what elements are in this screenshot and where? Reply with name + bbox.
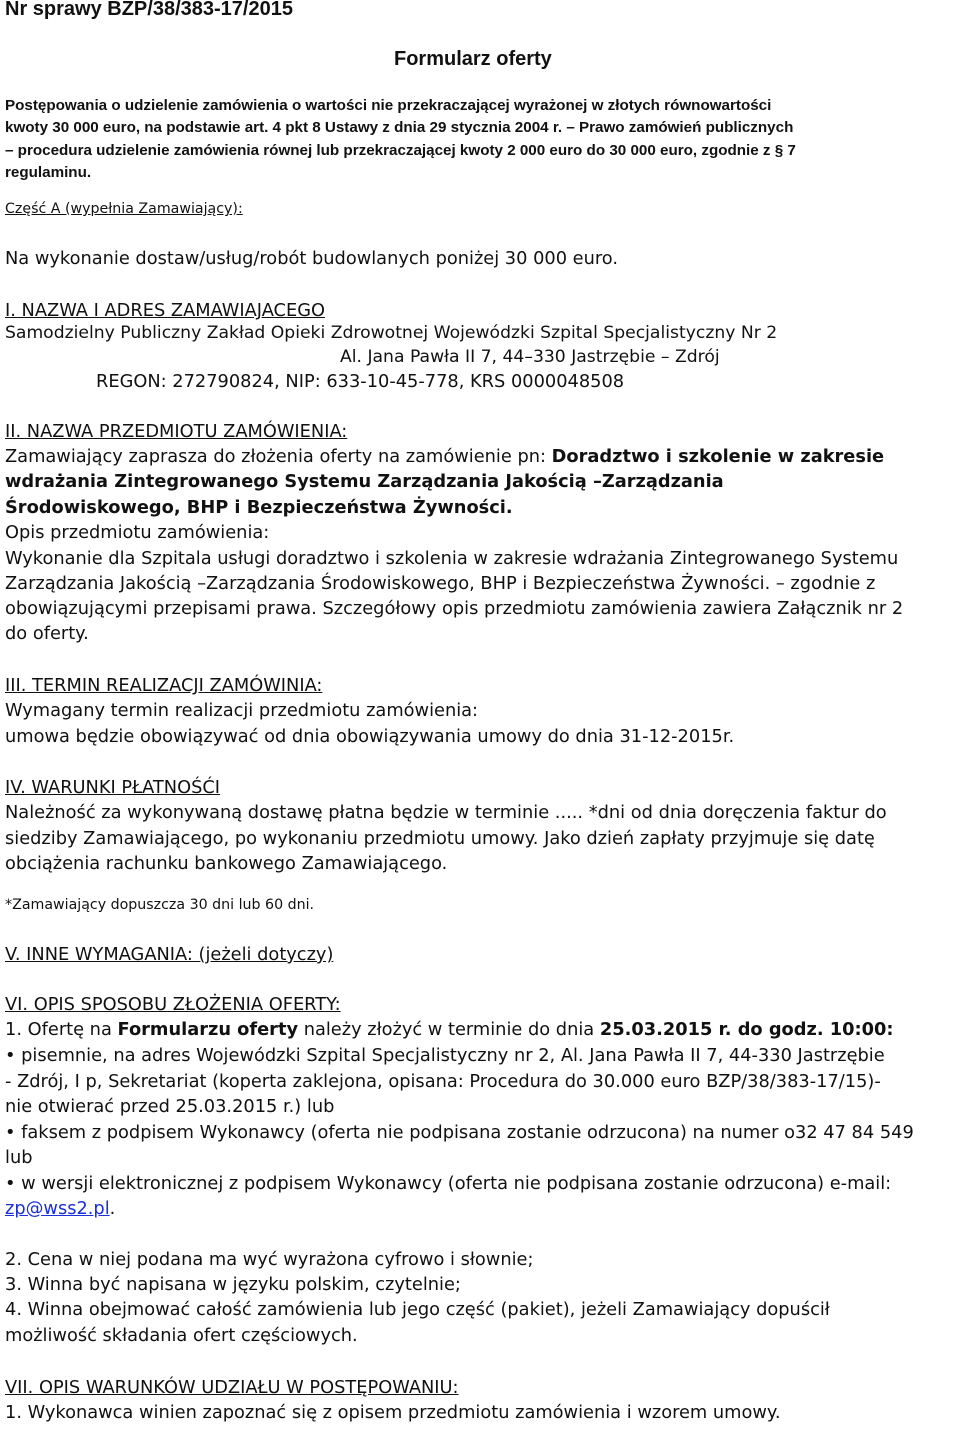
section-4-heading: IV. WARUNKI PŁATNOŚĆI — [5, 777, 221, 798]
invite-subject-3: Środowiskowego, BHP i Bezpieczeństwa Żywności. — [5, 497, 513, 518]
payment-line-3: obciążenia rachunku bankowego Zamawiającego. — [5, 853, 448, 874]
description-line-3: obowiązującymi przepisami prawa. Szczegółowy opis przedmiotu zamówienia zawiera Załącznik nr 2 — [5, 598, 904, 619]
invite-subject-1: Doradztwo i szkolenie w zakresie — [551, 446, 885, 467]
bullet-3-line-1: • w wersji elektronicznej z podpisem Wykonawcy (oferta nie podpisana zostanie odrzucona) e-mail: — [5, 1173, 892, 1194]
intro-line-1: Postępowania o udzielenie zamówienia o wartości nie przekraczającej wyrażonej w złotych równowartości — [5, 97, 772, 114]
bullet-1-line-3: nie otwierać przed 25.03.2015 r.) lub — [5, 1096, 335, 1117]
section-6-heading: VI. OPIS SPOSOBU ZŁOŻENIA OFERTY: — [5, 994, 341, 1015]
invite-line-1 — [5, 446, 884, 467]
intro-line-2: kwoty 30 000 euro, na podstawie art. 4 pkt 8 Ustawy z dnia 29 stycznia 2004 r. – Prawo zamówień publicznych — [5, 119, 794, 136]
bullet-2-line-2: lub — [5, 1147, 33, 1168]
description-line-2: Zarządzania Jakością –Zarządzania Środowiskowego, BHP i Bezpieczeństwa Żywności. – zgodnie z — [5, 573, 876, 594]
term-line-1: Wymagany termin realizacji przedmiotu zamówienia: — [5, 700, 479, 721]
description-line-1: Wykonanie dla Szpitala usługi doradztwo i szkolenia w zakresie wdrażania Zintegrowanego Systemu — [5, 548, 899, 569]
term-line-2: umowa będzie obowiązywać od dnia obowiązywania umowy do dnia 31-12-2015r. — [5, 726, 735, 747]
submission-item-4-line-2: możliwość składania ofert częściowych. — [5, 1325, 358, 1346]
contracting-authority-ids: REGON: 272790824, NIP: 633-10-45-778, KRS 0000048508 — [96, 371, 625, 392]
conditions-item-1: 1. Wykonawca winien zapoznać się z opisem przedmiotu zamówienia i wzorem umowy. — [5, 1402, 781, 1423]
description-line-4: do oferty. — [5, 623, 89, 644]
section-3-heading: III. TERMIN REALIZACJI ZAMÓWINIA: — [5, 675, 323, 696]
invite-prefix: Zamawiający zaprasza do złożenia oferty na zamówienie pn: — [5, 446, 546, 467]
part-a-subject: Na wykonanie dostaw/usług/robót budowlanych poniżej 30 000 euro. — [5, 248, 619, 269]
section-1-heading: I. NAZWA I ADRES ZAMAWIAJACEGO — [5, 300, 325, 321]
invite-subject-2: wdrażania Zintegrowanego Systemu Zarządzania Jakością –Zarządzania — [5, 471, 724, 492]
contracting-authority-address: Al. Jana Pawła II 7, 44–330 Jastrzębie – Zdrój — [340, 347, 720, 367]
section-7-heading: VII. OPIS WARUNKÓW UDZIAŁU W POSTĘPOWANIU: — [5, 1377, 459, 1398]
item-1-deadline: 25.03.2015 r. do godz. 10:00: — [599, 1019, 894, 1040]
submission-item-3: 3. Winna być napisana w języku polskim, czytelnie; — [5, 1274, 461, 1295]
description-label: Opis przedmiotu zamówienia: — [5, 522, 270, 543]
bullet-2-line-1: • faksem z podpisem Wykonawcy (oferta nie podpisana zostanie odrzucona) na numer o32 47 84 549 — [5, 1122, 914, 1143]
submission-item-1 — [5, 1019, 894, 1040]
payment-line-2: siedziby Zamawiającego, po wykonaniu przedmiotu umowy. Jako dzień zapłaty przyjmuje się datę — [5, 828, 875, 849]
item-1-part-c: należy złożyć w terminie do dnia — [303, 1019, 595, 1040]
case-number: Nr sprawy BZP/38/383-17/2015 — [5, 0, 293, 20]
intro-line-3: – procedura udzielenie zamówienia równej lub przekraczającej kwoty 2 000 euro do 30 000 euro, zgodnie z § 7 — [5, 142, 796, 159]
section-5-heading: V. INNE WYMAGANIA: (jeżeli dotyczy) — [5, 944, 334, 965]
section-2-heading: II. NAZWA PRZEDMIOTU ZAMÓWIENIA: — [5, 421, 348, 442]
submission-item-4-line-1: 4. Winna obejmować całość zamówienia lub jego część (pakiet), jeżeli Zamawiający dopuścił — [5, 1299, 830, 1320]
email-suffix: . — [109, 1198, 116, 1219]
submission-item-2: 2. Cena w niej podana ma wyć wyrażona cyfrowo i słownie; — [5, 1249, 534, 1270]
bullet-1-line-2: - Zdrój, I p, Sekretariat (koperta zaklejona, opisana: Procedura do 30.000 euro BZP/38/383-17/15)- — [5, 1071, 881, 1092]
email-link[interactable]: zp@wss2.pl — [5, 1198, 110, 1219]
intro-line-4: regulaminu. — [5, 164, 92, 181]
bullet-1-line-1: • pisemnie, na adres Wojewódzki Szpital Specjalistyczny nr 2, Al. Jana Pawła II 7, 44-330 Jastrzębie — [5, 1045, 885, 1066]
form-title: Formularz oferty — [394, 48, 552, 70]
payment-line-1: Należność za wykonywaną dostawę płatna będzie w terminie ..... *dni od dnia doręczenia faktur do — [5, 802, 887, 823]
contracting-authority-name: Samodzielny Publiczny Zakład Opieki Zdrowotnej Wojewódzki Szpital Specjalistyczny Nr 2 — [5, 323, 778, 343]
payment-note: *Zamawiający dopuszcza 30 dni lub 60 dni. — [5, 897, 315, 913]
part-a-label: Część A (wypełnia Zamawiający): — [5, 201, 243, 217]
item-1-part-a: 1. Ofertę na — [5, 1019, 112, 1040]
item-1-form-name: Formularzu oferty — [117, 1019, 299, 1040]
bullet-3-line-2 — [5, 1198, 115, 1219]
